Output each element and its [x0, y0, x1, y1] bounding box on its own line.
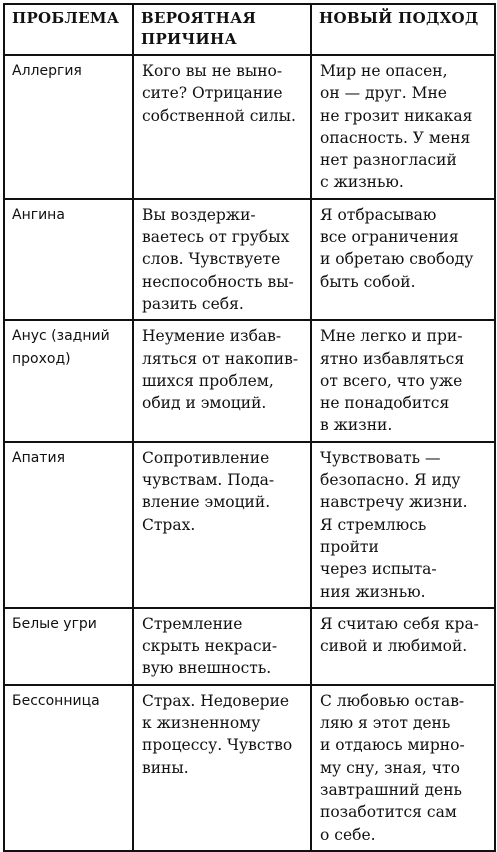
cause-cell: Страх. Недоверие к жизненному процессу. Чувство вины.	[133, 685, 311, 851]
header-approach: НОВЫЙ ПОДХОД	[311, 4, 495, 55]
table-row	[4, 608, 495, 685]
problem-cell: Апатия	[4, 442, 133, 608]
approach-cell: С любовью остав- ляю я этот день и отдаюсь мирно- му сну, зная, что завтрашний день позаботится сам о себе.	[311, 685, 495, 851]
table-header	[4, 4, 495, 55]
approach-cell: Мир не опасен, он — друг. Мне не грозит никакая опасность. У меня нет разногласий с жизнью.	[311, 55, 495, 199]
header-problem: ПРОБЛЕМА	[4, 4, 133, 55]
header-row	[4, 4, 495, 55]
approach-cell: Я отбрасываю все ограничения и обретаю свободу быть собой.	[311, 199, 495, 320]
problem-cell: Аллергия	[4, 55, 133, 199]
approach-cell: Я считаю себя кра- сивой и любимой.	[311, 608, 495, 685]
cause-cell: Сопротивление чувствам. Пода- вление эмоций. Страх.	[133, 442, 311, 608]
header-cause: ВЕРОЯТНАЯ ПРИЧИНА	[133, 4, 311, 55]
table-row	[4, 55, 495, 199]
health-table	[3, 3, 496, 852]
problem-cell: Бессонница	[4, 685, 133, 851]
table-row	[4, 685, 495, 851]
approach-cell: Чувствовать — безопасно. Я иду навстречу жизни. Я стремлюсь пройти через испыта- ния жизнью.	[311, 442, 495, 608]
table-row	[4, 320, 495, 441]
table-row	[4, 442, 495, 608]
cause-cell: Кого вы не выно- сите? Отрицание собственной силы.	[133, 55, 311, 199]
table-body	[4, 55, 495, 851]
cause-cell: Неумение избав- ляться от накопив- шихся проблем, обид и эмоций.	[133, 320, 311, 441]
cause-cell: Вы воздержи- ваетесь от грубых слов. Чувствуете неспособность вы- разить себя.	[133, 199, 311, 320]
problem-cell: Анус (задний проход)	[4, 320, 133, 441]
problem-cell: Ангина	[4, 199, 133, 320]
cause-cell: Стремление скрыть некраси- вую внешность.	[133, 608, 311, 685]
approach-cell: Мне легко и при- ятно избавляться от всего, что уже не понадобится в жизни.	[311, 320, 495, 441]
problem-cell: Белые угри	[4, 608, 133, 685]
table-row	[4, 199, 495, 320]
